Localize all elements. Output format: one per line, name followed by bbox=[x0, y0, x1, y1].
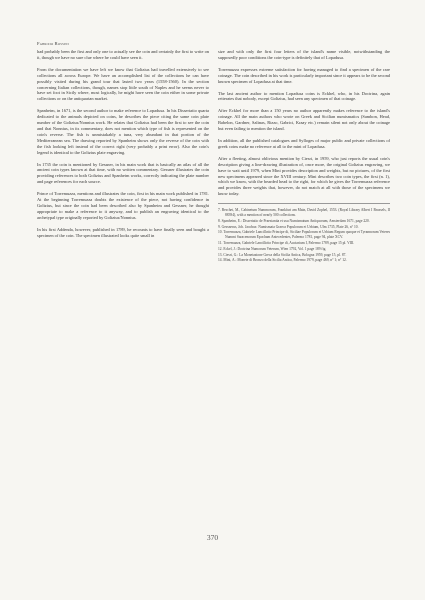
paragraph: In addition, all the published catalogues and Sylloges of major public and private collections of greek coins make no reference at all to the mint of Lopadusa. bbox=[218, 137, 390, 149]
paragraph: After Eckhel for more than a 150 years no author apparently makes reference to the island's coinage. All the main authors who wrote on Greek and Sicilian numismatics (Sambon, Head, Babelon, Gardner, Salinas, Rizzo, Gabrici, Kraay etc.) remain silent not only about the coinage but even failing to mention the island. bbox=[218, 108, 390, 132]
footnote: 7. Beschet, M., Cabinetum Nummorum, Frankfurt am Main, David Zophel, 1553. (Royal Library Albert I Brussels, II 88394), with a mention of nearly 500 collections. bbox=[218, 208, 390, 217]
paragraph: In his first Addenda, however, published in 1789, he recounts to have finally seen and bought a specimen of the coin. The specimen illustrated looks quite small in bbox=[37, 226, 209, 238]
footnote: 13. Ciesri, G.: La Monetazione Greca della Sicilia Antica, Bologna 1959, page 15, pl. 87. bbox=[218, 252, 347, 257]
footnotes bbox=[218, 203, 390, 263]
page-number: 370 bbox=[206, 533, 219, 542]
footnote: 9. Gessnerus, Joh. Jacobus: Numismata Graeca Populorum et Urbium, Ulm 1735, Plate 26, n° 10. bbox=[218, 224, 359, 229]
footnote: 10. Torremuzza, Gabriele Lancillotto Principe di, Siciliae Populorum et Urbium Regum quoque et Tyrannorum Veteres Nummi Saracenorum Epocham Antecedentes, Palermo 1781, page 94, plate XCV. bbox=[218, 230, 390, 240]
paragraph: In 1735 the coin is mentioned by Gessner, in his main work that is basically an atlas of all the ancient coin types known at that time, with no written commentary. Gessner illustrates the coin providing references to both Goltzius and Spanheim works, correctly indicating the plate number and page references for each source. bbox=[37, 161, 209, 185]
right-column bbox=[218, 49, 390, 264]
paragraph: Spanheim, in 1671, is the second author to make reference to Lopadusa. In his Dissertatio quarta dedicated to the animals depicted on coins, he describes the piece citing the same coin plate number of the Goltzius/Nonnius work. He relates that Goltzius had been the first to see the coin and that Nonnius, in its commentary, does not mention which type of fish is represented on the coin's reverse. The fish is unmistakably a tuna, very abundant in that portion of the Mediterranean sea. The drawing reported by Spanheim shows only the reverse of the coin with the fish looking left instead of the correct right (very probably a print error). Also the coin's legend is identical to the Goltzius plate engraving. bbox=[37, 108, 209, 155]
footnote: 11. Torremuzza, Gabriele Lancillotto Principe di, Auctarium I, Palermo 1789, page 15 pl. VIII. bbox=[218, 240, 355, 245]
paragraph: size and with only the first four letters of the island's name visible, notwithstanding the supposedly poor conditions the coin-type is definitely that of Lopadusa. bbox=[218, 49, 390, 60]
running-head: Fabrizio Rossini bbox=[37, 41, 69, 46]
left-column bbox=[37, 49, 209, 244]
paragraph: had probably been the first and only one to actually see the coin and certainly the first to write on it, though we have no sure clue where he could have seen it. bbox=[37, 49, 209, 60]
paragraph: Torremuzza expresses extreme satisfaction for having managed to find a specimen of the rare coinage. The coin described in his work is particularly important since it appears to be the second known specimen of Lopadusa at that time. bbox=[218, 66, 390, 84]
footnote: 14. Mini, A.: Monete di Bronzo della Sicilia Antica, Palermo 1979, page 469, n° 1; n° 12. bbox=[218, 258, 347, 263]
paragraph: The last ancient author to mention Lopadusa coins is Eckhel, who, in his Doctrina, again reiterates that nobody, except Goltzius, had seen any specimen of that coinage. bbox=[218, 90, 390, 102]
footnote: 8. Spanheim, E.: Dissertatio de Praestantia et usu Numismatum Antiquorum, Amsterdam 1671, page 220. bbox=[218, 218, 370, 223]
footnote: 12. Eckel, J.: Doctrina Numorum Veterum, Wien 1792, Vol. 1 page 189 fig. bbox=[218, 246, 327, 251]
paragraph: After a fleeting, almost oblivious mention by Ciesri, in 1959, who just reports the usual coin's description giving a line-drawing illustration of, once more, the original Goltzius engraving, we have to wait until 1979, when Mini provides description and weights, but no pictures, of the first new specimens appeared since the XVIII century. Mini describes two coin types, the first (n. 1), which we know, with the bearded head to the right, for which he gives the Torremuzza reference and provides three weights that, however, do not match at all with those of the specimens we know today. bbox=[218, 155, 390, 197]
paragraph: From the documentation we have left we know that Goltzius had travelled extensively to see collections all across Europe. We have an accomplished list of the collections he can have possibly visited during his grand tour that lasted two years (1558-1560). In the section concerning Italian collections, though, names stop little south of Naples and he seems never to have set foot in Sicily where, most logically, he might have seen the coin either in some private collections or on the antiquarian market. bbox=[37, 66, 209, 102]
paragraph: Prince of Torremuzza, mentions and illustrates the coin, first in his main work published in 1781. At the beginning Torremuzza doubts the existence of the piece, not having confidence in Goltzius, but since the coin had been described also by Spanheim and Gessner, he thought appropriate to make a reference to it anyway, and to publish an engraving identical to the archetypal type originally reported by Goltzius/Nonnius. bbox=[37, 191, 209, 220]
